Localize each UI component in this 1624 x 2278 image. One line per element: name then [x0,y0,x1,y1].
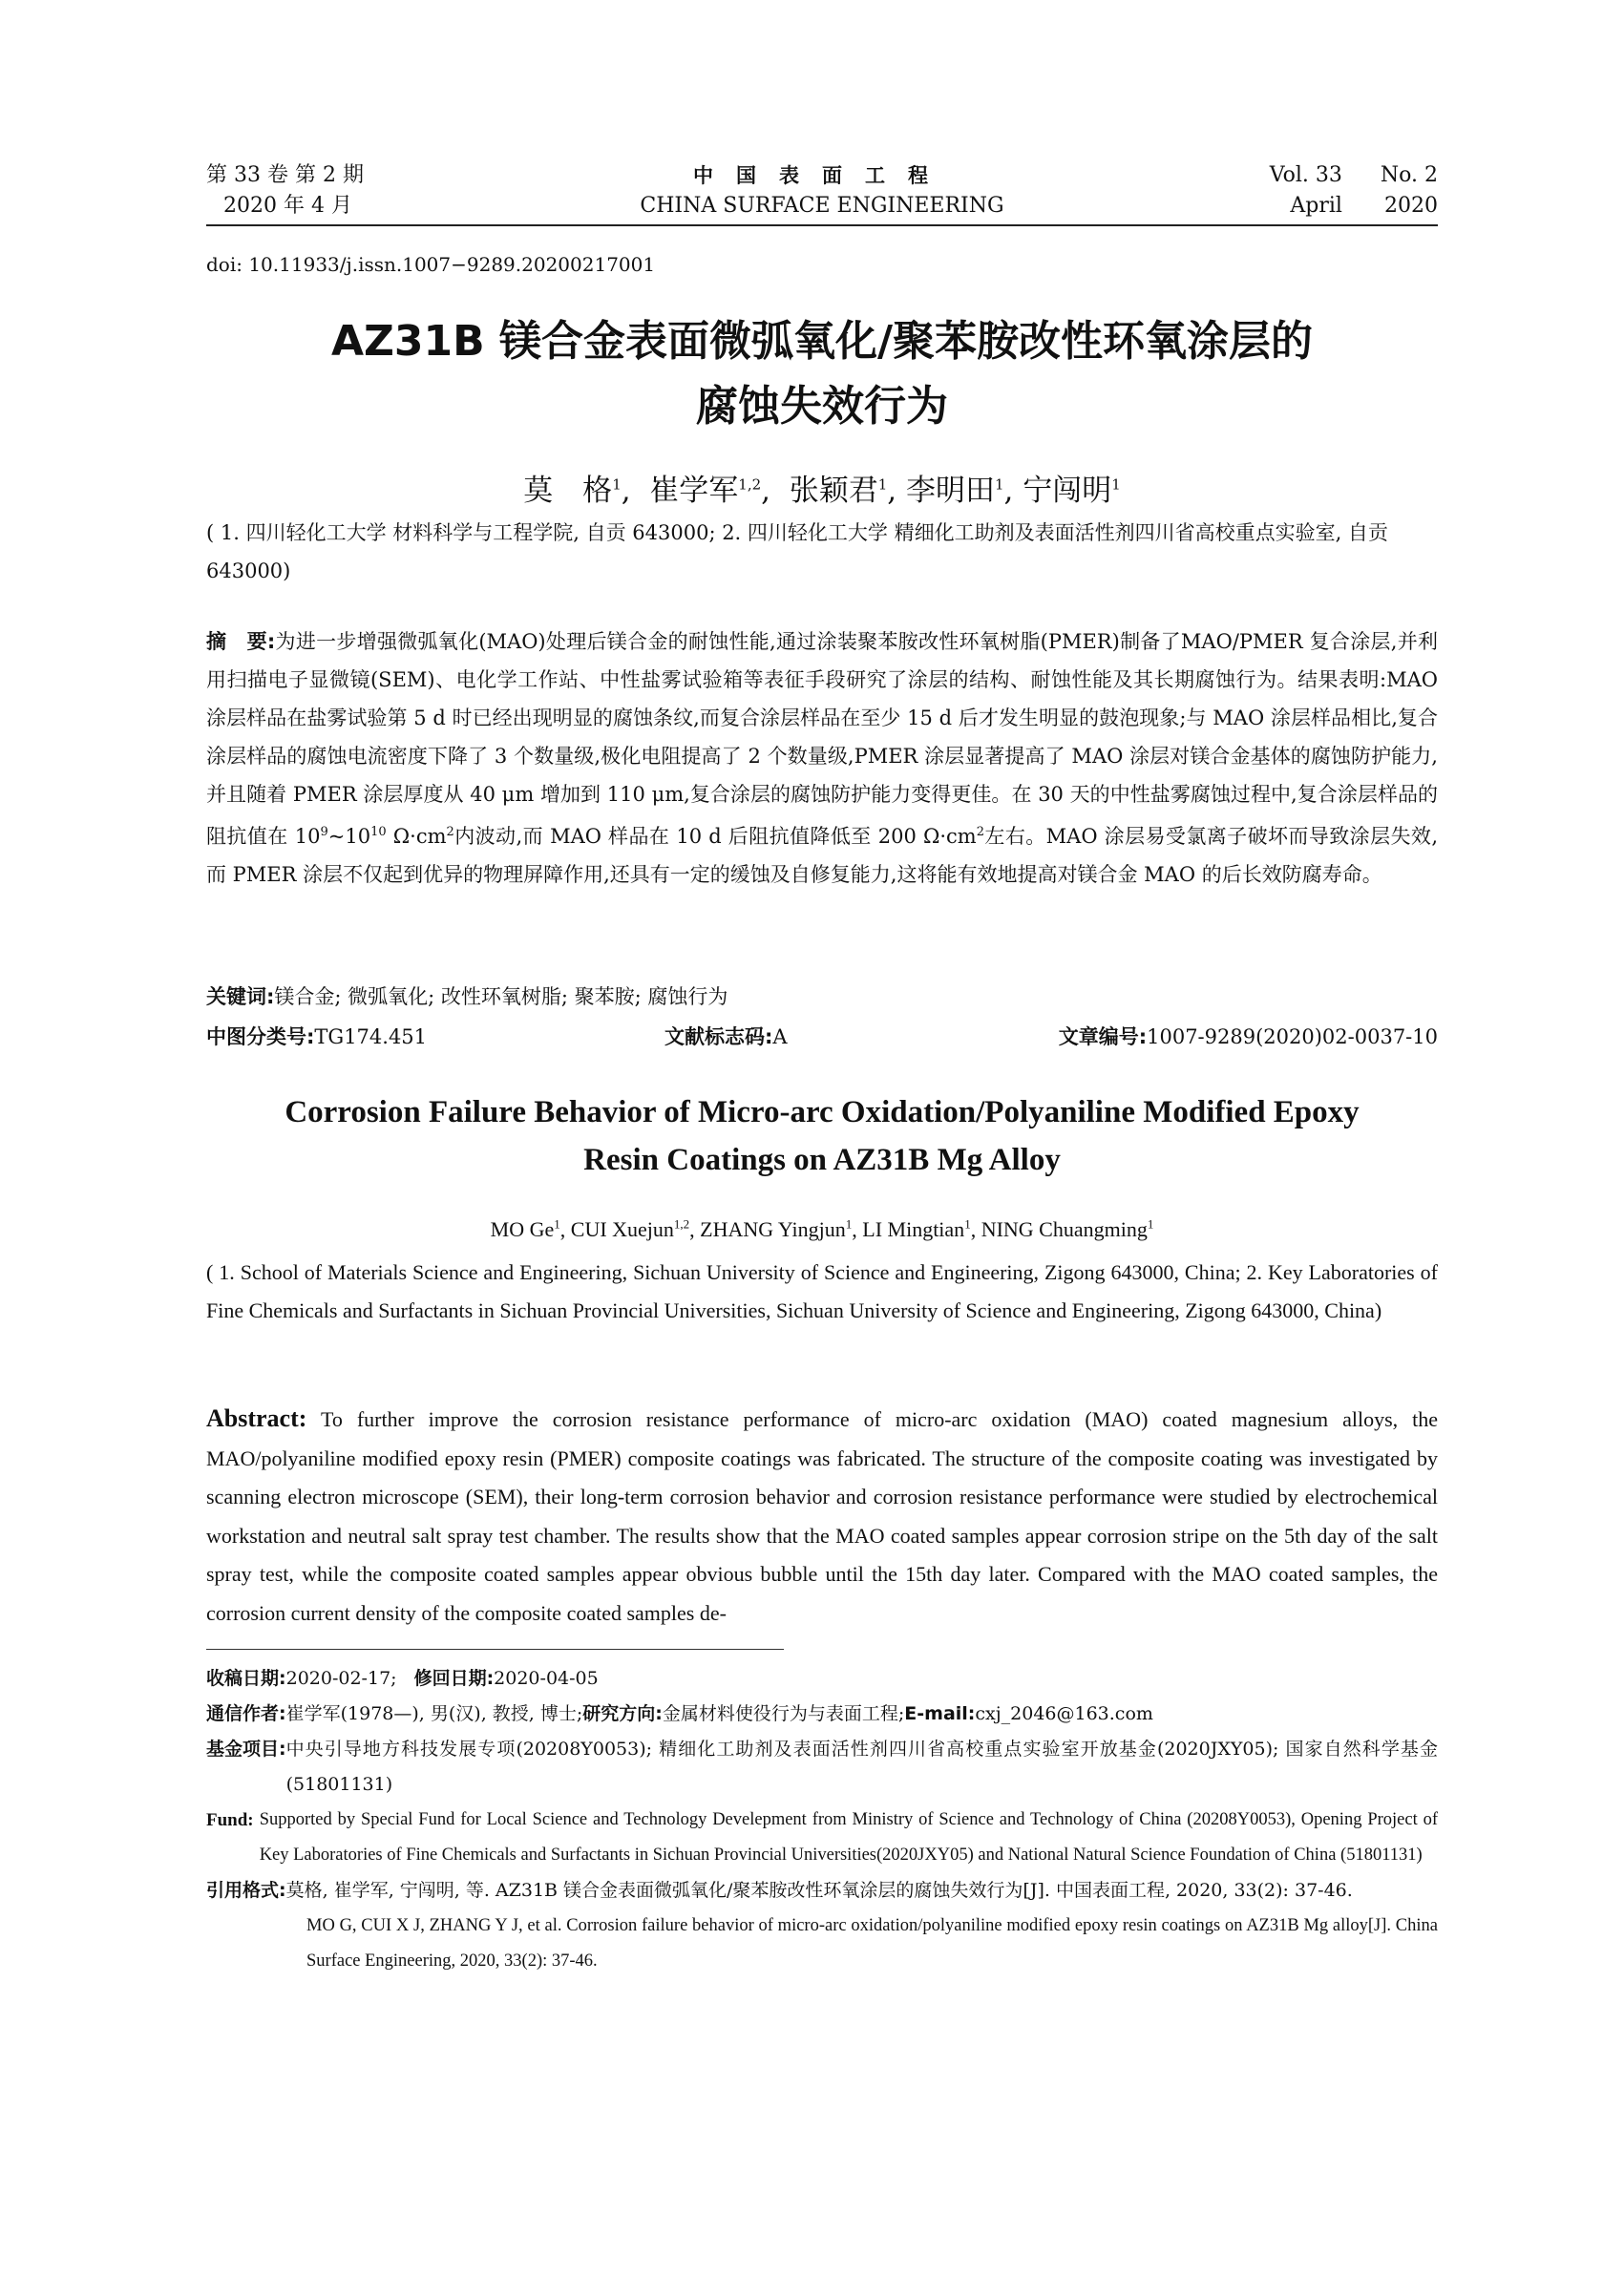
author-en: MO Ge$^1$ [490,1217,560,1242]
affiliation-en: ( 1. School of Materials Science and Engineering, Sichuan University of Science and Engineering, Zigong 643000, China; 2. Key Laboratories of Fine Chemicals and Surfactants in Sichuan Provincial Universities, Sichuan University of Science and Engineering, Zigong 643000, China) [206,1260,1438,1322]
doi[interactable]: doi: 10.11933/j.issn.1007−9289.20200217001 [206,253,656,276]
running-header [206,160,1438,221]
month-en: April [1290,194,1342,218]
author-cn: 宁闯明$^1$ [1023,474,1121,508]
email[interactable]: cxj_2046@163.com [975,1703,1153,1724]
received-label: 收稿日期: [206,1668,286,1689]
abstract-en-label: Abstract: [206,1404,307,1432]
title-cn-line1: AZ31B 镁合金表面微弧氧化/聚苯胺改性环氧涂层的 [330,317,1314,366]
abstract-cn: 摘 要:为进一步增强微弧氧化(MAO)处理后镁合金的耐蚀性能,通过涂装聚苯胺改性环氧树脂(PMER)制备了MAO/PMER 复合涂层,并利用扫描电子显微镜(SEM)、电化学工作站、中性盐雾试验箱等表征手段研究了涂层的结构、耐蚀性能及其长期腐蚀行为。结果表明:MAO 涂层样品在盐雾试验第 5 d 时已经出现明显的腐蚀条纹,而复合涂层样品在至少 15 d 后才发生明显的鼓泡现象;与 MAO 涂层样品相比,复合涂层样品的腐蚀电流密度下降了 3 个数量级,极化电阻提高了 2 个数量级,PMER 涂层显著提高了 MAO 涂层对镁合金基体的腐蚀防护能力,并且随着 PMER 涂层厚度从 40 μm 增加到 110 μm,复合涂层的腐蚀防护能力变得更佳。在 30 天的中性盐雾腐蚀过程中,复合涂层样品的阻抗值在 $10^9\sim 10^{10}$ $\Omega\cdot cm^2$内波动,而 MAO 样品在 10 d 后阻抗值降低至 200 $\Omega\cdot cm^2$左右。MAO 涂层易受氯离子破坏而导致涂层失效,而 PMER 涂层不仅起到优异的物理屏障作用,还具有一定的缓蚀及自修复能力,这将能有效地提高对镁合金 MAO 的后长效防腐寿命。 [206,630,1439,886]
title-cn-line2: 腐蚀失效行为 [696,382,948,431]
title-cn [206,309,1438,439]
volume-en: Vol. 33 [1269,163,1342,187]
header-right [1270,160,1438,221]
clc-number: 中图分类号:TG174.451 [206,1025,428,1048]
authors-cn: 莫 格$^1$, 崔学军$^{1,2}$, 张颖君$^1$, 李明田$^1$, 宁闯明$^1$ [523,474,1121,508]
article-number: 文章编号:1007-9289(2020)02-0037-10 [1058,1025,1438,1048]
author-cn: 崔学军$^{1,2}$ [649,474,762,508]
fund-en: Supported by Special Fund for Local Science and Technology Develepment from Ministry of Science and Technology of China (20208Y0053), Opening Project of Key Laboratories of Fine Chemicals and Surfactants in Sichuan Provincial Universities(2020JXY05) and National Natural Science Foundation of China (51801131) [259,1810,1438,1865]
author-en: ZHANG Yingjun$^1$ [700,1217,853,1242]
header-center [206,160,1438,221]
classification-row [206,1018,1438,1056]
fund-en-line: Fund: Supported by Special Fund for Local Science and Technology Develepment from Ministry of Science and Technology of China (20208Y0053), Opening Project of Key Laboratories of Fine Chemicals and Surfactants in Sichuan Provincial Universities(2020JXY05) and National Natural Science Foundation of China (51801131) [206,1803,1438,1873]
journal-name-cn: 中国表面工程 [693,164,951,187]
author-cn: 莫 格$^1$ [523,474,622,508]
keywords-cn-label: 关键词: [206,985,275,1008]
year-en: 2020 [1384,194,1438,218]
authors-en: MO Ge$^1$, CUI Xuejun$^{1,2}$, ZHANG Yingjun$^1$, LI Mingtian$^1$, NING Chuangming$^1$ [490,1217,1154,1242]
title-en-line1: Corrosion Failure Behavior of Micro-arc Oxidation/Polyaniline Modified Epoxy [285,1095,1360,1129]
abstract-en-text: To further improve the corrosion resistance performance of micro-arc oxidation (MAO) coated magnesium alloys, the MAO/polyaniline modified epoxy resin (PMER) composite coatings was fabricated. The structure of the composite coating was investigated by scanning electron microscope (SEM), their long-term corrosion behavior and corrosion resistance performance were studied by electrochemical workstation and neutral salt spray test chamber. The results show that the MAO coated samples appear corrosion stripe on the 5th day of the salt spray test, while the composite coated samples appear obvious bubble until the 15th day later. Compared with the MAO coated samples, the corrosion current density of the composite coated samples de- [206,1407,1438,1625]
abstract-en [206,1400,1438,1633]
abstract-cn-label: 摘 要: [206,630,276,653]
header-rule [206,224,1438,226]
keywords-cn [206,978,1438,1016]
footnote-rule [206,1649,784,1650]
title-en [206,1088,1438,1184]
date-cn: 2020 年 4 月 [223,194,352,218]
author-cn: 张颖君$^1$ [789,474,888,508]
author-en: CUI Xuejun$^{1,2}$ [570,1217,690,1242]
received-date: 2020-02-17; [285,1668,397,1689]
revised-label: 修回日期: [413,1668,495,1689]
corresponding-author: 崔学军(1978—), 男(汉), 教授, 博士; [285,1703,583,1724]
revised-date: 2020-04-05 [494,1668,599,1689]
corresponding-author-line: 通信作者:崔学军(1978—), 男(汉), 教授, 博士;研究方向:金属材料使役行为与表面工程;E-mail:cxj_2046@163.com [206,1703,1153,1724]
research-direction: 金属材料使役行为与表面工程; [662,1703,905,1724]
dates-line [206,1661,1438,1697]
issue-en: No. 2 [1380,163,1438,187]
citation-en: MO G, CUI X J, ZHANG Y J, et al. Corrosion failure behavior of micro-arc oxidation/polyaniline modified epoxy resin coatings on AZ31B Mg alloy[J]. China Surface Engineering, 2020, 33(2): 37-46. [306,1916,1438,1971]
journal-name-en: CHINA SURFACE ENGINEERING [640,194,1004,218]
footnotes [206,1661,1438,1979]
volume-issue-cn: 第 33 卷 第 2 期 [206,163,364,187]
citation-cn: 莫格, 崔学军, 宁闯明, 等. AZ31B 镁合金表面微弧氧化/聚苯胺改性环氧涂层的腐蚀失效行为[J]. 中国表面工程, 2020, 33(2): 37-46. [285,1880,1353,1901]
document-code: 文献标志码:A [664,1025,788,1048]
title-en-line2: Resin Coatings on AZ31B Mg Alloy [583,1143,1061,1177]
author-en: NING Chuangming$^1$ [981,1217,1154,1242]
keywords-cn-text: 镁合金; 微弧氧化; 改性环氧树脂; 聚苯胺; 腐蚀行为 [274,985,728,1008]
fund-cn: 中央引导地方科技发展专项(20208Y0053); 精细化工助剂及表面活性剂四川省高校重点实验室开放基金(2020JXY05); 国家自然科学基金(51801131) [285,1739,1438,1795]
affiliation-cn: ( 1. 四川轻化工大学 材料科学与工程学院, 自贡 643000; 2. 四川轻化工大学 精细化工助剂及表面活性剂四川省高校重点实验室, 自贡 643000) [206,521,1388,582]
fund-cn-line: 基金项目: 中央引导地方科技发展专项(20208Y0053); 精细化工助剂及表面活性剂四川省高校重点实验室开放基金(2020JXY05); 国家自然科学基金(51801131) [206,1732,1438,1803]
citation-cn-line: 引用格式: 莫格, 崔学军, 宁闯明, 等. AZ31B 镁合金表面微弧氧化/聚苯胺改性环氧涂层的腐蚀失效行为[J]. 中国表面工程, 2020, 33(2): 37-46. [206,1873,1438,1909]
author-en: LI Mingtian$^1$ [862,1217,971,1242]
author-cn: 李明田$^1$ [905,474,1004,508]
